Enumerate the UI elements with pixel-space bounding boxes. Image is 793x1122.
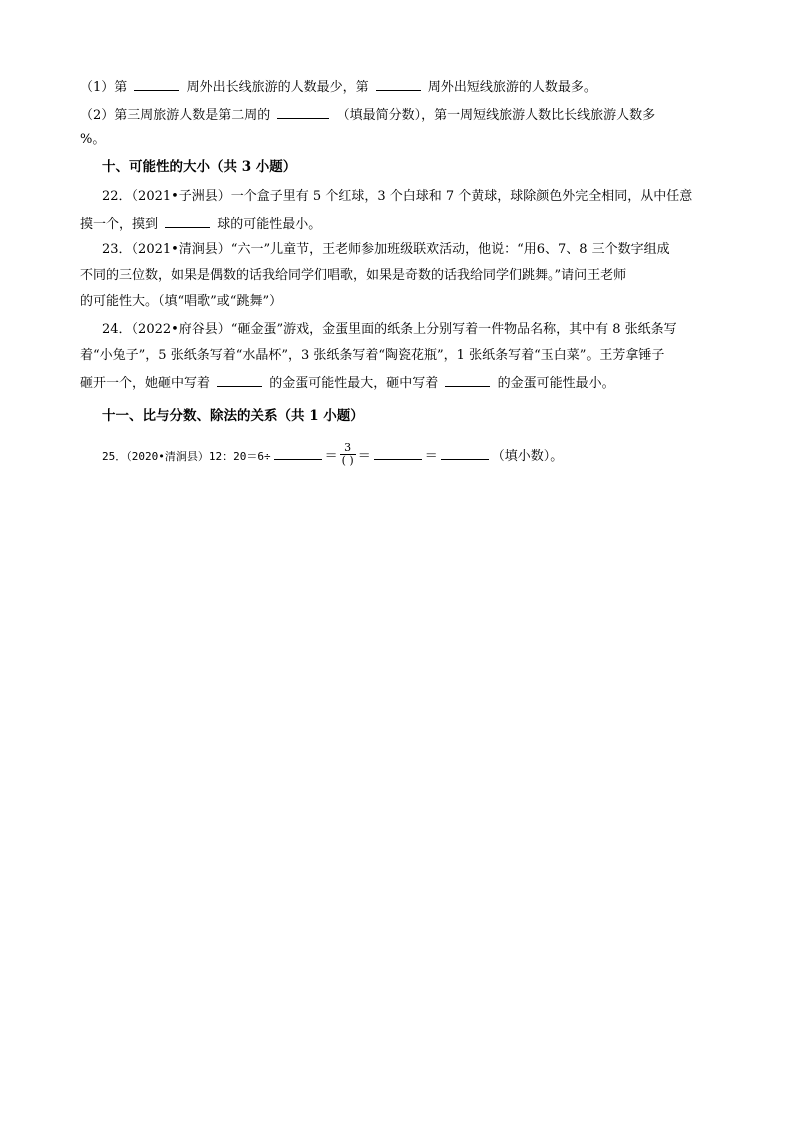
q25-suffix: （填小数）。 <box>491 449 564 464</box>
fraction-denominator-blank[interactable]: ( ) <box>341 454 354 467</box>
q25-prefix: 25．（2020•清涧县）12：20＝6÷ <box>102 450 271 463</box>
equals-sign: ＝ <box>424 449 438 464</box>
answer-blank[interactable] <box>374 445 422 460</box>
q21-p2-text-c: %。 <box>80 132 106 147</box>
answer-blank[interactable] <box>441 445 489 460</box>
equals-sign: ＝ <box>357 449 371 464</box>
answer-blank[interactable] <box>445 372 490 387</box>
q23-line2: 不同的三位数，如果是偶数的话我给同学们唱歌，如果是奇数的话我给同学们跳舞。”请问王老师 <box>80 268 627 283</box>
answer-blank[interactable] <box>274 445 322 460</box>
q24-line3 <box>80 372 615 392</box>
q23-line1: 23．（2021•清涧县）“六一”儿童节，王老师参加班级联欢活动，他说：“用6、7、8 三个数字组成 <box>102 242 670 257</box>
answer-blank[interactable] <box>376 76 421 91</box>
q24-text-a: 砸开一个，她砸中写着 <box>80 376 211 391</box>
fraction <box>340 442 356 467</box>
q21-p1-text-a: （1）第 <box>80 80 128 95</box>
q24-text-b: 的金蛋可能性最大，砸中写着 <box>269 376 439 391</box>
answer-blank[interactable] <box>165 213 210 228</box>
section-heading-10: 十、可能性的大小（共 3 小题） <box>102 159 297 175</box>
equals-sign: ＝ <box>324 449 338 464</box>
q22-text-a: 摸一个，摸到 <box>80 217 159 232</box>
q21-part2-cont <box>80 130 105 150</box>
q22-text-b: 球的可能性最小。 <box>217 217 322 232</box>
q21-p2-text-b: （填最简分数），第一周短线旅游人数比长线旅游人数多 <box>336 108 656 123</box>
answer-blank[interactable] <box>217 372 262 387</box>
q21-p1-text-b: 周外出长线旅游的人数最少，第 <box>186 80 369 95</box>
q21-p1-text-c: 周外出短线旅游的人数最多。 <box>427 80 597 95</box>
q24-text-c: 的金蛋可能性最小。 <box>497 376 615 391</box>
section-heading-11: 十一、比与分数、除法的关系（共 1 小题） <box>102 408 364 424</box>
q22-line2 <box>80 213 321 233</box>
q21-part1 <box>80 76 597 96</box>
fraction-numerator: 3 <box>340 442 356 455</box>
q23-line3: 的可能性大。（填“唱歌”或“跳舞”） <box>80 294 283 309</box>
q24-line2: 着“小兔子”，5 张纸条写着“水晶杯”，3 张纸条写着“陶瓷花瓶”，1 张纸条写着“玉白菜”。王芳拿锤子 <box>80 348 665 363</box>
q25-line <box>102 441 564 470</box>
q24-line1: 24．（2022•府谷县）“砸金蛋”游戏，金蛋里面的纸条上分别写着一件物品名称，其中有 8 张纸条写 <box>102 322 677 337</box>
answer-blank[interactable] <box>277 104 329 119</box>
q21-part2 <box>80 104 655 124</box>
q21-p2-text-a: （2）第三周旅游人数是第二周的 <box>80 108 271 123</box>
q22-line1: 22．（2021•子洲县）一个盒子里有 5 个红球，3 个白球和 7 个黄球，球除颜色外完全相同，从中任意 <box>102 189 693 204</box>
answer-blank[interactable] <box>134 76 179 91</box>
